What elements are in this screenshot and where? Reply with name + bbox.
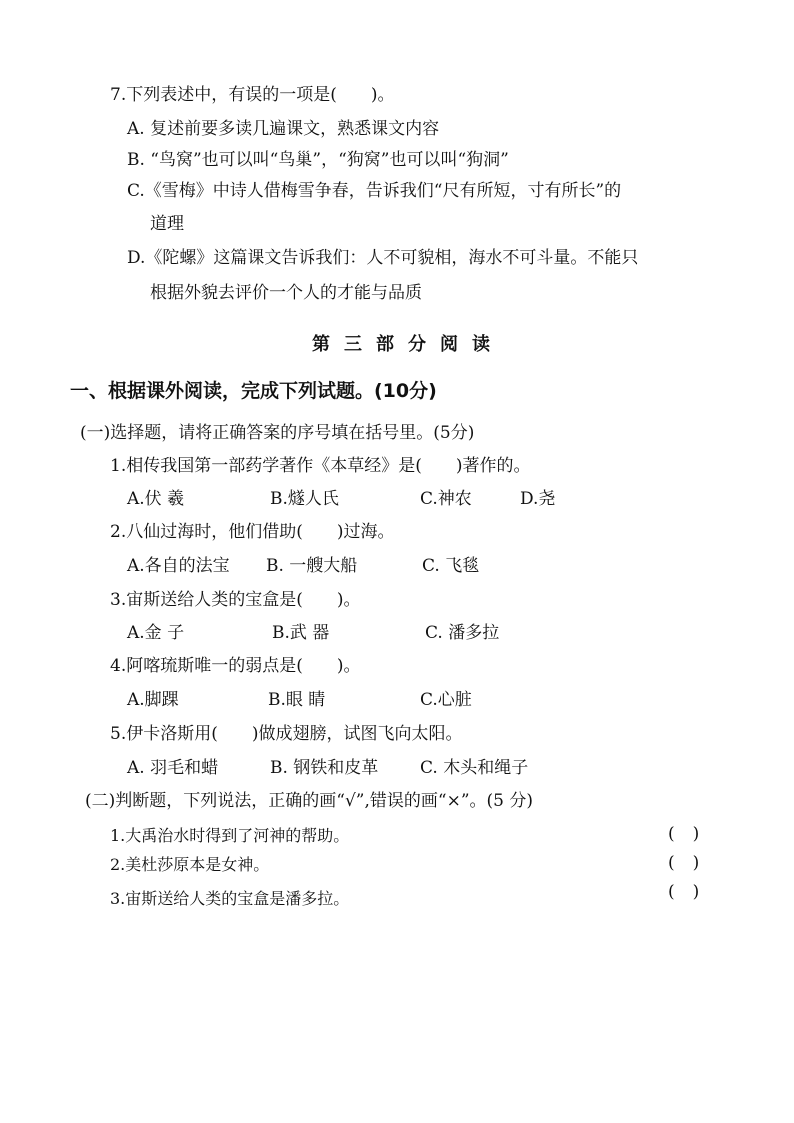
q1-option-a: A.伏 羲	[127, 489, 185, 509]
q7-stem: 7.下列表述中，有误的一项是( )。	[110, 85, 395, 105]
q7-option-a: A. 复述前要多读几遍课文，熟悉课文内容	[127, 119, 440, 139]
judge-answer-paren-2: ()	[668, 853, 718, 873]
q3-option-a: A.金 子	[127, 623, 185, 643]
judge-answer-paren-3: ()	[668, 882, 718, 902]
q5-option-b: B. 钢铁和皮革	[270, 758, 379, 778]
q1-option-d: D.尧	[520, 489, 556, 509]
choice-question-3: 3.宙斯送给人类的宝盒是( )。	[110, 590, 361, 610]
q5-option-c: C. 木头和绳子	[420, 758, 529, 778]
q2-option-b: B. 一艘大船	[266, 556, 358, 576]
judge-item-3: 3.宙斯送给人类的宝盒是潘多拉。	[110, 889, 350, 908]
q7-option-c-line2: 道理	[150, 214, 184, 234]
q4-option-c: C.心脏	[420, 690, 472, 710]
q7-option-b: B. “鸟窝”也可以叫“鸟巢”，“狗窝”也可以叫“狗洞”	[127, 150, 509, 170]
q7-option-d-line2: 根据外貌去评价一个人的才能与品质	[150, 283, 422, 303]
q4-option-b: B.眼 睛	[268, 690, 326, 710]
section-one-heading: 一、根据课外阅读，完成下列试题。(10分)	[70, 380, 437, 402]
choice-question-5: 5.伊卡洛斯用( )做成翅膀，试图飞向太阳。	[110, 724, 463, 744]
judge-answer-paren-1: ()	[668, 824, 718, 844]
q7-option-d-line1: D.《陀螺》这篇课文告诉我们：人不可貌相，海水不可斗量。不能只	[127, 248, 639, 268]
q3-option-c: C. 潘多拉	[425, 623, 500, 643]
judge-item-1: 1.大禹治水时得到了河神的帮助。	[110, 826, 350, 845]
choice-question-4: 4.阿喀琉斯唯一的弱点是( )。	[110, 656, 361, 676]
judge-item-2: 2.美杜莎原本是女神。	[110, 855, 270, 874]
part-three-title: 第三部分阅读	[312, 334, 504, 355]
q2-option-a: A.各自的法宝	[127, 556, 230, 576]
q3-option-b: B.武 器	[272, 623, 330, 643]
choice-section-heading: (一)选择题，请将正确答案的序号填在括号里。(5分)	[80, 423, 475, 443]
choice-question-1: 1.相传我国第一部药学著作《本草经》是( )著作的。	[110, 456, 531, 476]
q5-option-a: A. 羽毛和蜡	[127, 758, 219, 778]
q1-option-b: B.燧人氏	[270, 489, 339, 509]
q7-option-c-line1: C.《雪梅》中诗人借梅雪争春，告诉我们“尺有所短，寸有所长”的	[127, 181, 622, 201]
q2-option-c: C. 飞毯	[422, 556, 480, 576]
judge-section-heading: (二)判断题，下列说法，正确的画“√”,错误的画“×”。(5 分)	[85, 791, 533, 811]
q4-option-a: A.脚踝	[127, 690, 179, 710]
choice-question-2: 2.八仙过海时，他们借助( )过海。	[110, 522, 395, 542]
q1-option-c: C.神农	[420, 489, 472, 509]
